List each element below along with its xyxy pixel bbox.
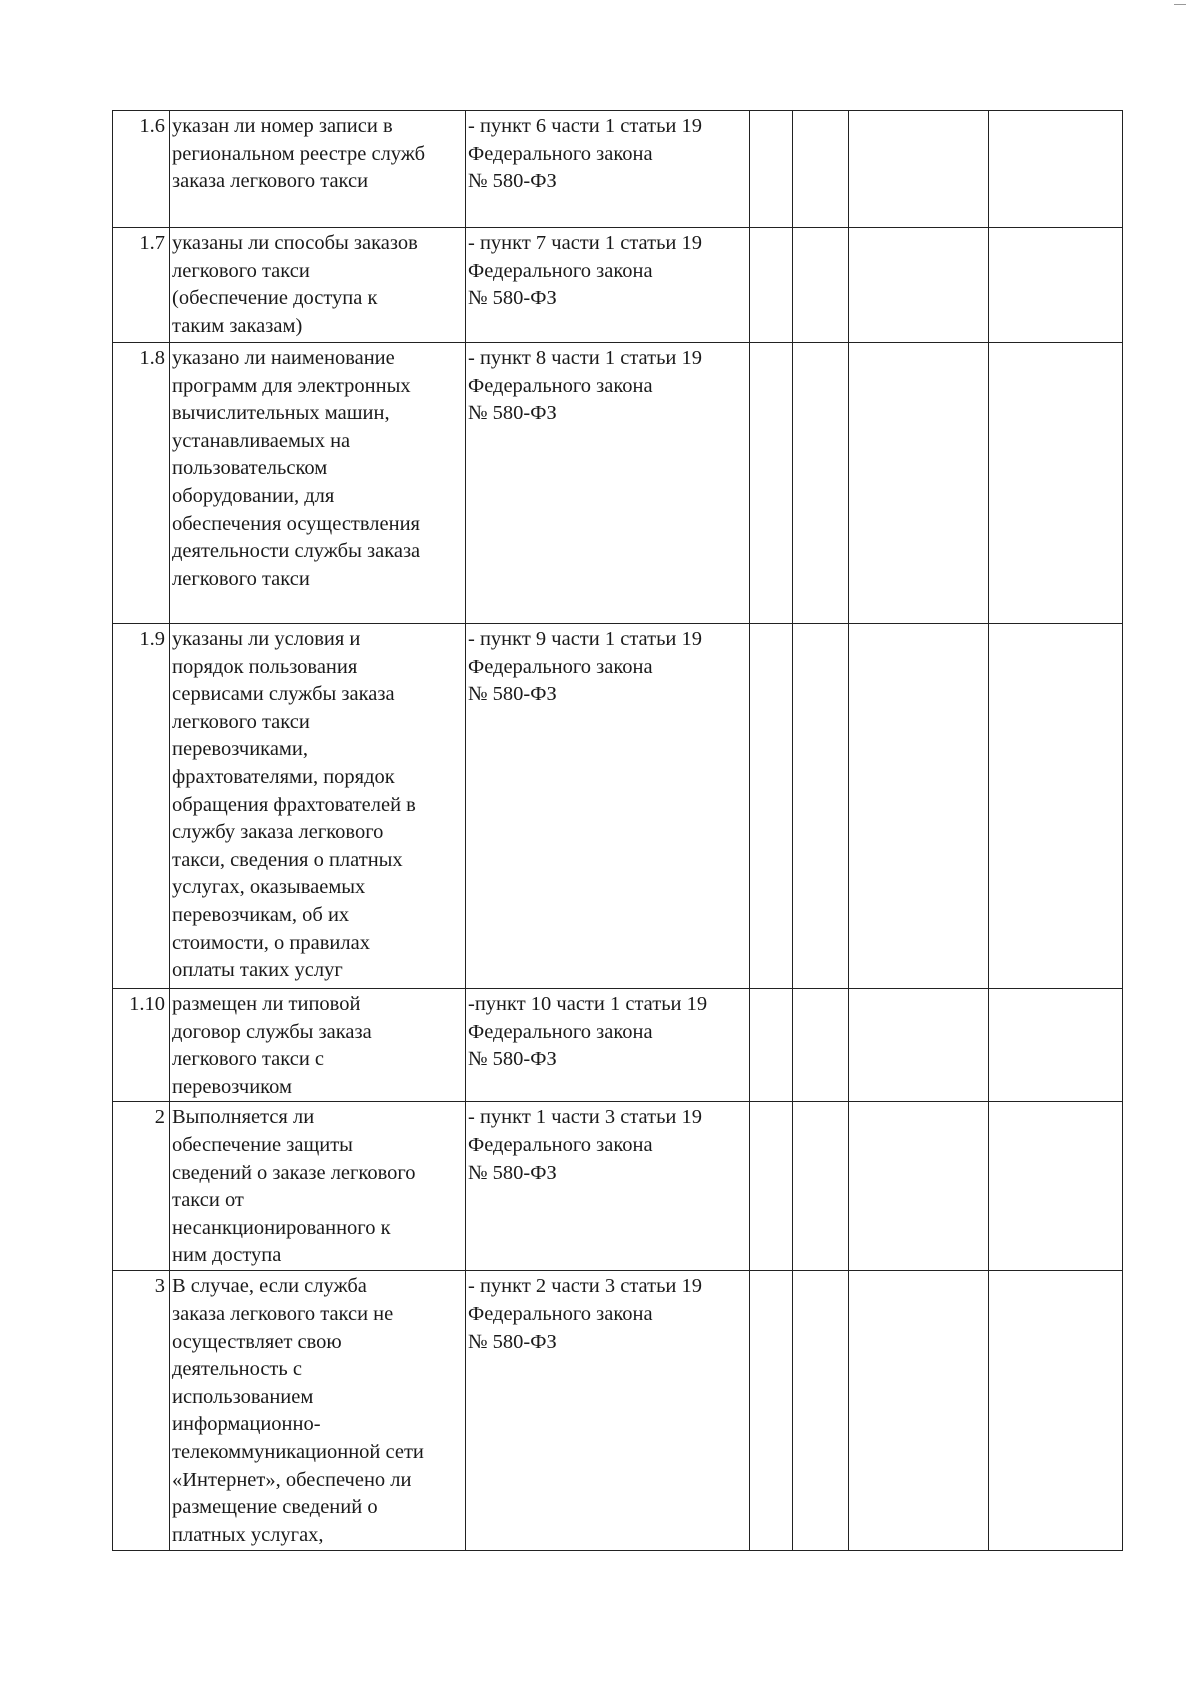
answer-yes-cell (750, 343, 793, 624)
reference-line: - пункт 8 части 1 статьи 19 (468, 347, 703, 369)
notes-cell (989, 989, 1123, 1102)
reference-line: Федерального закона (468, 259, 653, 282)
question-line: ним доступа (172, 1244, 282, 1267)
answer-no-cell (793, 624, 849, 989)
question-line: устанавливаемых на (172, 429, 351, 452)
question-line: платных услугах, (172, 1523, 324, 1546)
question-line: услугах, оказываемых (172, 876, 366, 899)
question-line: осуществляет свою (172, 1330, 342, 1353)
reference-cell (466, 989, 750, 1102)
question-line: вычислительных машин, (172, 402, 390, 425)
notes-cell (989, 228, 1123, 343)
item-number: 1.8 (113, 343, 170, 624)
reference-line: № 580-ФЗ (468, 402, 557, 425)
reference-line: Федерального закона (468, 142, 653, 165)
reference-line: Федерального закона (468, 655, 653, 678)
notes-cell (989, 1102, 1123, 1271)
question-line: сервисами службы заказа (172, 683, 395, 706)
question-line: легкового такси (172, 710, 310, 733)
reference-line: № 580-ФЗ (468, 1330, 557, 1353)
answer-na-cell (849, 111, 989, 228)
table-row (113, 989, 1123, 1102)
question-cell (170, 343, 466, 624)
answer-no-cell (793, 111, 849, 228)
table-row (113, 1102, 1123, 1271)
answer-na-cell (849, 1102, 989, 1271)
question-line: обращения фрахтователей в (172, 793, 416, 816)
answer-yes-cell (750, 1271, 793, 1551)
question-line: таким заказам) (172, 314, 303, 337)
question-line: такси, сведения о платных (172, 848, 403, 871)
reference-line: - пункт 6 части 1 статьи 19 (468, 115, 703, 137)
reference-cell (466, 228, 750, 343)
question-line: обеспечение защиты (172, 1133, 353, 1156)
item-number: 1.6 (113, 111, 170, 228)
reference-line: - пункт 1 части 3 статьи 19 (468, 1106, 703, 1129)
question-cell (170, 1102, 466, 1271)
item-number: 1.9 (113, 624, 170, 989)
question-line: (обеспечение доступа к (172, 287, 378, 310)
question-line: сведений о заказе легкового (172, 1161, 416, 1184)
question-line: программ для электронных (172, 374, 411, 397)
question-cell (170, 228, 466, 343)
answer-no-cell (793, 1102, 849, 1271)
reference-line: Федерального закона (468, 1302, 653, 1325)
reference-cell (466, 624, 750, 989)
reference-cell (466, 1102, 750, 1271)
question-line: перевозчиками, (172, 738, 308, 761)
question-line: указан ли номер записи в (172, 115, 393, 137)
reference-line: Федерального закона (468, 1133, 653, 1156)
question-line: легкового такси (172, 259, 310, 282)
question-line: региональном реестре служб (172, 142, 426, 165)
question-cell (170, 1271, 466, 1551)
question-line: деятельности службы заказа (172, 540, 421, 563)
question-line: службу заказа легкового (172, 821, 384, 844)
checklist-table (112, 110, 1123, 1551)
checklist-body (113, 111, 1123, 1551)
question-line: «Интернет», обеспечено ли (172, 1468, 412, 1491)
reference-line: № 580-ФЗ (468, 1048, 557, 1071)
question-line: информационно- (172, 1413, 321, 1436)
notes-cell (989, 1271, 1123, 1551)
notes-cell (989, 111, 1123, 228)
answer-yes-cell (750, 228, 793, 343)
reference-line: № 580-ФЗ (468, 683, 557, 706)
question-line: деятельность с (172, 1358, 302, 1381)
question-line: стоимости, о правилах (172, 931, 370, 954)
item-number: 2 (113, 1102, 170, 1271)
question-line: договор службы заказа (172, 1020, 372, 1043)
answer-yes-cell (750, 1102, 793, 1271)
answer-no-cell (793, 989, 849, 1102)
question-line: легкового такси (172, 567, 310, 590)
reference-line: № 580-ФЗ (468, 1161, 557, 1184)
question-line: размещение сведений о (172, 1496, 378, 1519)
answer-yes-cell (750, 111, 793, 228)
reference-cell (466, 1271, 750, 1551)
answer-na-cell (849, 989, 989, 1102)
question-cell (170, 989, 466, 1102)
question-line: указано ли наименование (172, 347, 395, 369)
answer-yes-cell (750, 624, 793, 989)
item-number: 1.7 (113, 228, 170, 343)
question-line: легкового такси с (172, 1048, 325, 1071)
question-cell (170, 624, 466, 989)
answer-yes-cell (750, 989, 793, 1102)
item-number: 3 (113, 1271, 170, 1551)
answer-no-cell (793, 228, 849, 343)
question-line: порядок пользования (172, 655, 358, 678)
question-line: пользовательском (172, 457, 328, 480)
question-line: обеспечения осуществления (172, 512, 420, 535)
scan-edge-mark (1174, 4, 1186, 5)
table-row (113, 228, 1123, 343)
question-line: фрахтователями, порядок (172, 765, 395, 788)
question-line: такси от (172, 1189, 244, 1212)
question-line: размещен ли типовой (172, 993, 361, 1015)
question-line: В случае, если служба (172, 1275, 367, 1298)
question-cell (170, 111, 466, 228)
answer-no-cell (793, 343, 849, 624)
reference-line: № 580-ФЗ (468, 170, 557, 193)
question-line: перевозчиком (172, 1075, 292, 1098)
notes-cell (989, 624, 1123, 989)
reference-cell (466, 111, 750, 228)
reference-line: Федерального закона (468, 374, 653, 397)
answer-no-cell (793, 1271, 849, 1551)
reference-cell (466, 343, 750, 624)
reference-line: Федерального закона (468, 1020, 653, 1043)
answer-na-cell (849, 624, 989, 989)
answer-na-cell (849, 1271, 989, 1551)
question-line: перевозчикам, об их (172, 903, 350, 926)
question-line: несанкционированного к (172, 1216, 391, 1239)
question-line: использованием (172, 1385, 314, 1408)
reference-line: - пункт 9 части 1 статьи 19 (468, 628, 703, 650)
question-line: оборудовании, для (172, 484, 335, 507)
question-line: указаны ли способы заказов (172, 232, 418, 254)
question-line: заказа легкового такси не (172, 1302, 394, 1325)
item-number: 1.10 (113, 989, 170, 1102)
reference-line: - пункт 7 части 1 статьи 19 (468, 232, 703, 254)
reference-line: -пункт 10 части 1 статьи 19 (468, 993, 708, 1015)
reference-line: № 580-ФЗ (468, 287, 557, 310)
question-line: указаны ли условия и (172, 628, 361, 650)
question-line: оплаты таких услуг (172, 959, 343, 982)
answer-na-cell (849, 343, 989, 624)
question-line: заказа легкового такси (172, 170, 369, 193)
answer-na-cell (849, 228, 989, 343)
question-line: Выполняется ли (172, 1106, 315, 1129)
reference-line: - пункт 2 части 3 статьи 19 (468, 1275, 703, 1298)
table-row (113, 111, 1123, 228)
table-row (113, 624, 1123, 989)
notes-cell (989, 343, 1123, 624)
table-row (113, 1271, 1123, 1551)
question-line: телекоммуникационной сети (172, 1440, 424, 1463)
table-row (113, 343, 1123, 624)
